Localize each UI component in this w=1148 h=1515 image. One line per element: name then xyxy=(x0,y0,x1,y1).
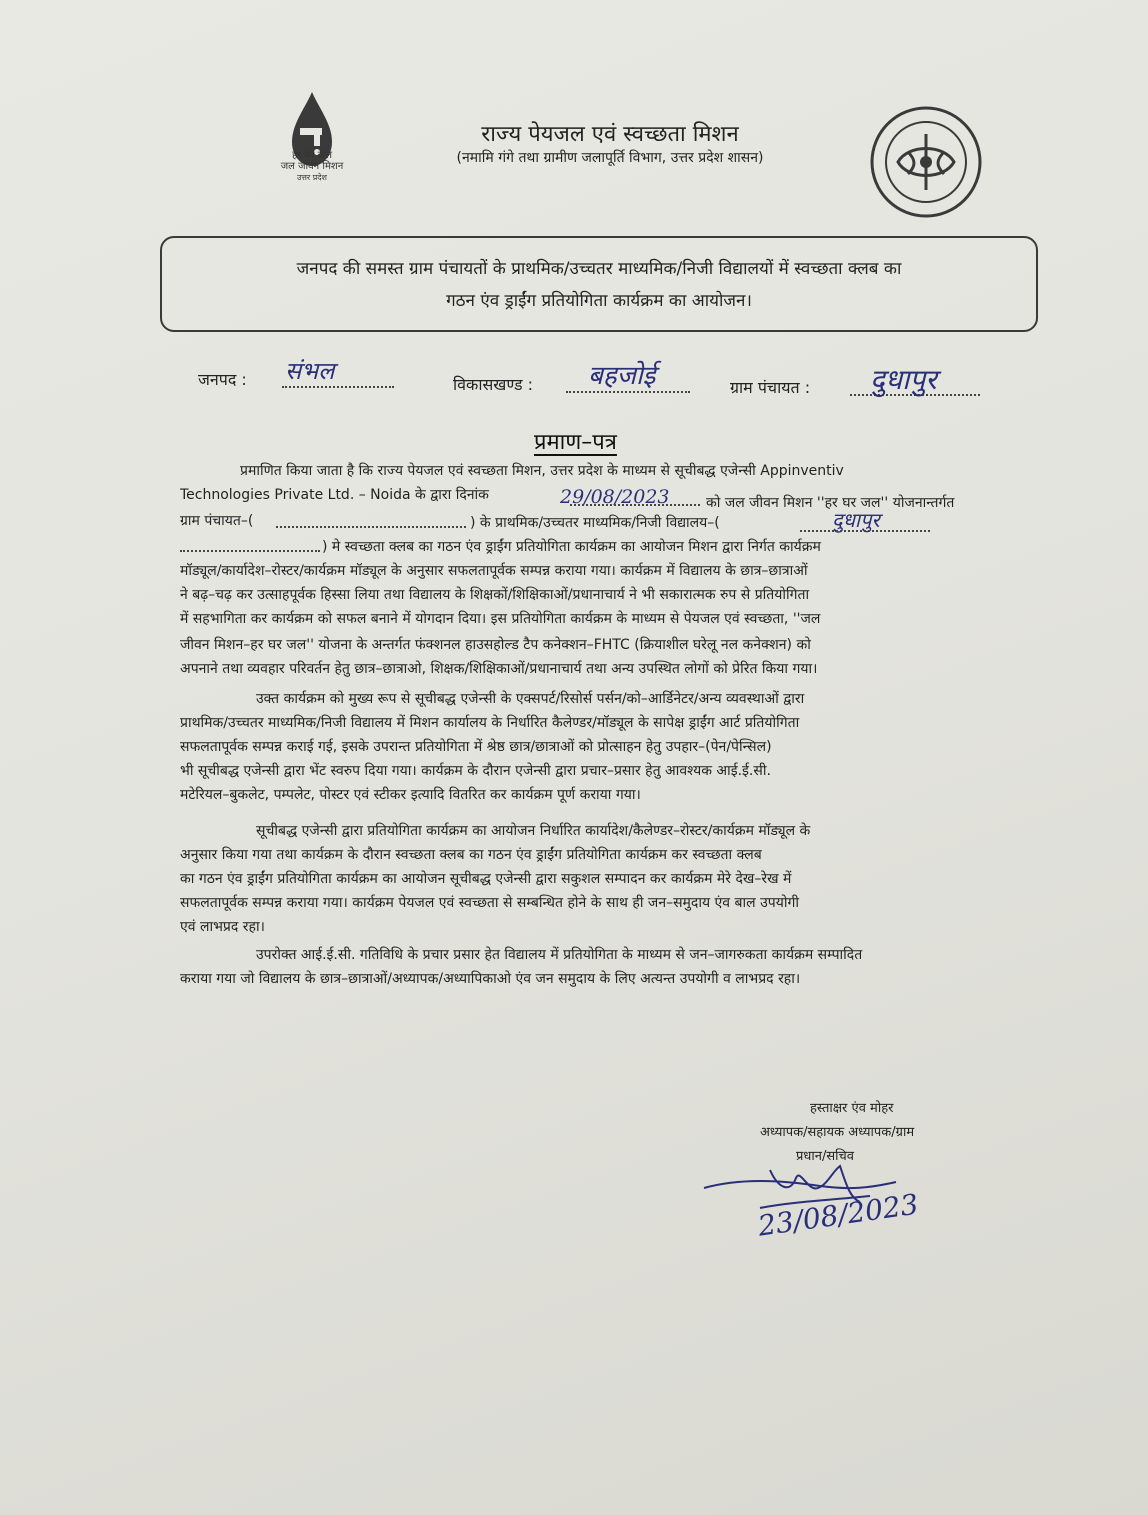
para1-line: प्रमाणित किया जाता है कि राज्य पेयजल एवं स्वच्छता मिशन, उत्तर प्रदेश के माध्यम से सूचीबद्ध एजेन्सी Appinventiv xyxy=(240,463,844,479)
up-government-seal xyxy=(868,104,984,220)
subject-line-1: जनपद की समस्त ग्राम पंचायतों के प्राथमिक/उच्चतर माध्यमिक/निजी विद्यालयों में स्वच्छता क्लब का xyxy=(296,259,902,279)
panchayat-name-dots xyxy=(276,526,466,528)
para1-line: जीवन मिशन–हर घर जल'' योजना के अन्तर्गत फंक्शनल हाउसहोल्ड टैप कनेक्शन–FHTC (क्रियाशील घरेलू नल कनेक्शन) को xyxy=(180,637,811,653)
para4-line: कराया गया जो विद्यालय के छात्र–छात्राओं/अध्यापक/अध्यापिकाओ एंव जन समुदाय के लिए अत्यन्त उपयोगी व लाभप्रद रहा। xyxy=(180,971,801,987)
para3-line: एवं लाभप्रद रहा। xyxy=(180,919,265,935)
para4-line: उपरोक्त आई.ई.सी. गतिविधि के प्रचार प्रसार हेत विद्यालय में प्रतियोगिता के माध्यम से जन–जागरुकता कार्यक्रम सम्पादित xyxy=(256,947,863,963)
logo-caption-line: उत्तर प्रदेश xyxy=(297,173,327,182)
para1-line: अपनाने तथा व्यवहार परिवर्तन हेतु छात्र–छात्राओ, शिक्षक/शिक्षिकाओं/प्रधानाचार्य तथा अन्य उपस्थित लोगों को प्रेरित किया गया। xyxy=(180,661,818,677)
para3-line: सफलतापूर्वक सम्पन्न कराया गया। कार्यक्रम पेयजल एवं स्वच्छता से सम्बन्धित होने के साथ ही जन–समुदाय एंव बाल उपयोगी xyxy=(180,895,799,911)
para2-line: भी सूचीबद्ध एजेन्सी द्वारा भेंट स्वरुप दिया गया। कार्यक्रम के दौरान एजेन्सी द्वारा प्रचार–प्रसार हेतु आवश्यक आई.ई.सी. xyxy=(180,763,771,779)
district-handwritten: संभल xyxy=(285,357,335,385)
para2-line: उक्त कार्यक्रम को मुख्य रूप से सूचीबद्ध एजेन्सी के एक्सपर्ट/रिसोर्स पर्सन/को–आर्डिनेटर/अन्य व्यवस्थाओं द्वारा xyxy=(256,691,805,707)
para1-line: ग्राम पंचायत–( xyxy=(180,513,254,529)
para2-line: प्राथमिक/उच्चतर माध्यमिक/निजी विद्यालय में मिशन कार्यालय के निर्धारित कैलेण्डर/मॉड्यूल के सापेक्ष ड्राईंग आर्ट प्रतियोगिता xyxy=(180,715,800,731)
para2-line: सफलतापूर्वक सम्पन्न कराई गई, इसके उपरान्त प्रतियोगिता में श्रेष्ठ छात्र/छात्राओं को प्रोत्साहन हेतु उपहार–(पेन/पेन्सिल) xyxy=(180,739,772,755)
para1-line: में सहभागिता कर कार्यक्रम को सफल बनाने में योगदान दिया। इस प्रतियोगिता कार्यक्रम के माध्यम से पेयजल एवं स्वच्छता, ''जल xyxy=(180,611,821,627)
mission-subtitle: (नमामि गंगे तथा ग्रामीण जलापूर्ति विभाग, उत्तर प्रदेश शासन) xyxy=(456,150,764,166)
certificate-title: प्रमाण–पत्र xyxy=(534,430,617,455)
logo-caption-line: हर घर जल xyxy=(292,150,332,161)
para1-line: मॉड्यूल/कार्यादेश–रोस्टर/कार्यक्रम मॉड्यूल के अनुसार सफलतापूर्वक सम्पन्न कराया गया। कार्यक्रम में विद्यालय के छात्र–छात्राओं xyxy=(180,563,808,579)
signatory-designation: अध्यापक/सहायक अध्यापक/ग्राम xyxy=(760,1125,915,1140)
block-handwritten: बहजोई xyxy=(588,361,656,391)
para3-line: सूचीबद्ध एजेन्सी द्वारा प्रतियोगिता कार्यक्रम का आयोजन निर्धारित कार्यादेश/कैलेण्डर–रोस्टर/कार्यक्रम मॉड्यूल के xyxy=(256,823,811,839)
para1-line: को जल जीवन मिशन ''हर घर जल'' योजनान्तर्गत xyxy=(706,495,955,511)
continuation-dots xyxy=(180,550,320,552)
para1-line: Technologies Private Ltd. – Noida के द्वारा दिनांक xyxy=(180,487,489,503)
date-dots xyxy=(570,504,700,506)
school-handwritten: दुधापुर xyxy=(832,508,880,532)
district-label: जनपद : xyxy=(198,370,247,389)
para1-line: ) के प्राथमिक/उच्चतर माध्यमिक/निजी विद्यालय–( xyxy=(470,515,720,531)
para3-line: का गठन एंव ड्राईंग प्रतियोगिता कार्यक्रम का आयोजन सूचीबद्ध एजेन्सी द्वारा सकुशल सम्पादन कर कार्यक्रम मेरे देख–रेख में xyxy=(180,871,792,887)
panchayat-label: ग्राम पंचायत : xyxy=(730,378,811,397)
signature-date-handwritten: 23/08/2023 xyxy=(756,1187,921,1243)
logo-caption-line: जल जीवन मिशन xyxy=(280,161,344,172)
para2-line: मटेरियल–बुकलेट, पम्पलेट, पोस्टर एवं स्टीकर इत्यादि वितरित कर कार्यक्रम पूर्ण कराया गया। xyxy=(180,787,641,803)
subject-box xyxy=(160,236,1038,332)
block-label: विकासखण्ड : xyxy=(453,375,534,394)
panchayat-handwritten: दुधापुर xyxy=(870,363,937,396)
signature-label: हस्ताक्षर एंव मोहर xyxy=(810,1101,894,1116)
subject-line-2: गठन एंव ड्राईंग प्रतियोगिता कार्यक्रम का आयोजन। xyxy=(446,291,752,311)
signatory-designation-cont: प्रधान/सचिव xyxy=(796,1149,854,1164)
para1-line: ) मे स्वच्छता क्लब का गठन एंव ड्राईंग प्रतियोगिता कार्यक्रम का आयोजन मिशन द्वारा निर्गत कार्यक्रम xyxy=(322,539,821,555)
logo-left-caption xyxy=(262,150,362,183)
para3-line: अनुसार किया गया तथा कार्यक्रम के दौरान स्वच्छता क्लब का गठन एंव ड्राईंग प्रतियोगिता कार्यक्रम कर स्वच्छता क्लब xyxy=(180,847,762,863)
mission-title: राज्य पेयजल एवं स्वच्छता मिशन xyxy=(481,122,739,147)
school-dots xyxy=(800,530,930,532)
para1-line: ने बढ़–चढ़ कर उत्साहपूर्वक हिस्सा लिया तथा विद्यालय के शिक्षकों/शिक्षिकाओं/प्रधानाचार्य ने भी सकारात्मक रुप से प्रतियोगिता xyxy=(180,587,810,603)
date-handwritten: 29/08/2023 xyxy=(560,486,670,508)
